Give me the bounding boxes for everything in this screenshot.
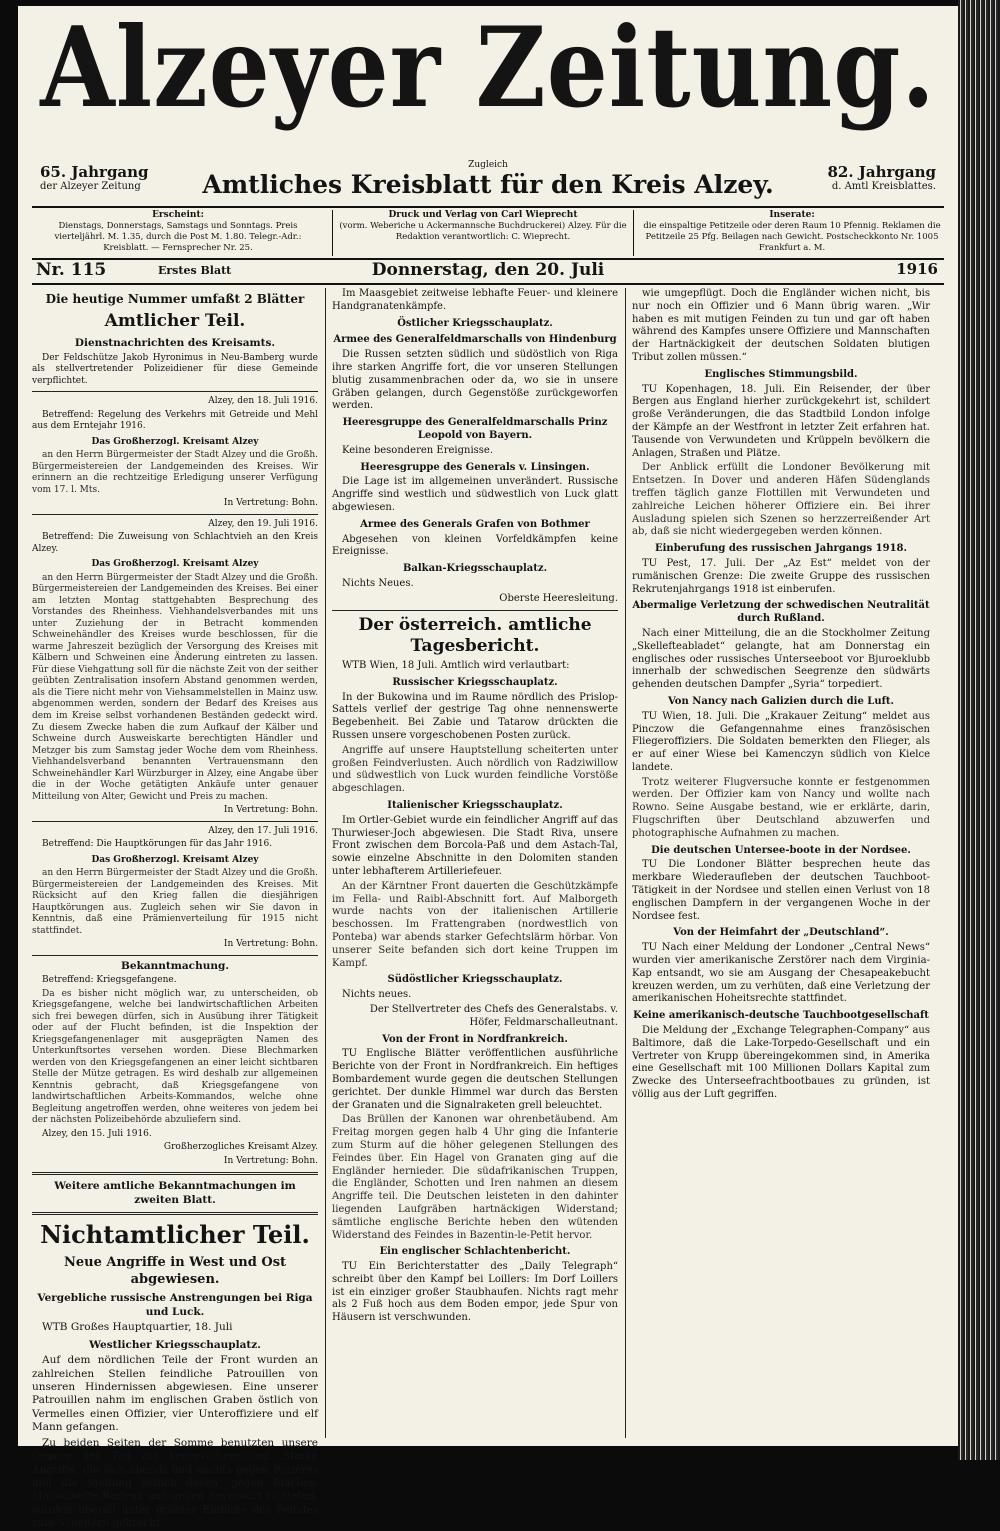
neutralitaet-text: Nach einer Mitteilung, die an die Stockholmer Zeitung „Skellefteabladet“ gelangte, hat am Donnerstag ein englisches oder russisches Unterseeboot vor Bjuroeklubb innerhalb der schwedischen Seegrenze den südwärts gehenden deutschen Dampfer „Syria“ torpediert.	[632, 627, 930, 691]
ohl-sign: Oberste Heeresleitung.	[499, 592, 618, 604]
vergebliche-heading: Vergebliche russische Anstrengungen bei Riga und Luck.	[37, 1292, 313, 1318]
divider	[32, 391, 318, 392]
kreisblatt-subtitle: Amtliches Kreisblatt für den Kreis Alzey.	[202, 170, 774, 199]
schlachtenbericht-heading: Ein englischer Schlachtenbericht.	[379, 1246, 571, 1258]
armee-bothmer-text: Abgesehen von kleinen Vorfeldkämpfen keine Ereignisse.	[332, 533, 618, 558]
schlachtenbericht-text: TU Ein Berichterstatter des „Daily Telegraph“ schreibt über den Kampf bei Loillers: Im Dorf Loillers ist ein einziger großer Staubhaufen. Nichts ragt mehr als 2 Fuß hoch aus dem Boden empor, jede Spur von Häusern ist verschwunden.	[332, 1261, 618, 1324]
neue-angriffe-heading: Neue Angriffe in West und Ost abgewiesen.	[63, 1255, 287, 1287]
oestlicher-heading: Östlicher Kriegsschauplatz.	[397, 317, 553, 329]
vertretung-2: In Vertretung: Bohn.	[223, 805, 318, 816]
dateline-4: Alzey, den 15. Juli 1916.	[42, 1128, 152, 1139]
druck-text: (vorm. Weberiche u Ackermannsche Buchdruckerei) Alzey. Für die Redaktion verantwortlich: C. Wieprecht.	[339, 221, 627, 242]
column-1	[32, 288, 318, 1530]
tauchbootgesellschaft-text: Die Meldung der „Exchange Telegraphen-Company“ aus Baltimore, daß die Lake-Torpedo-Gesellschaft und ein Vertreter von Krupp übereingekommen sind, in Amerika eine Gesellschaft mit 100 Millionen Dollars Kapital zum Zwecke des Unterseefrachtbootbaues zu gründen, ist völlig aus der Luft gegriffen.	[632, 1025, 930, 1101]
body-filler: Der Anblick erfüllt die Londoner Bevölkerung mit Entsetzen. In Dover und anderen Häfen Südenglands treffen täglich ganze Flottillen mit Verwundeten und zahlreiche Leichen höherer Offiziere ein. Bei ihrer Ausladung spielen sich Szenen so herzzerreißender Art ab, daß sie nicht wiedergegeben werden können.	[632, 462, 930, 538]
nancy-text: TU Wien, 18. Juli. Die „Krakauer Zeitung“ meldet aus Pinczow die Gefangennahme eines französischen Fliegeroffiziers. Die Soldaten bemerkten den Flieger, als er auf einer Wiese bei Kamenczyn südlich von Kielce landete.	[632, 710, 930, 773]
info-druck	[332, 210, 634, 256]
bekanntmachung-heading: Bekanntmachung.	[121, 959, 229, 972]
heeresgruppe-linsingen-text: Die Lage ist im allgemeinen unverändert. Russische Angriffe sind westlich und südwestlich von Luck glatt abgewiesen.	[332, 476, 618, 513]
suedoestlicher-heading: Südöstlicher Kriegsschauplatz.	[387, 974, 563, 986]
tauchbootgesellschaft-heading: Keine amerikanisch-deutsche Tauchbootgesellschaft	[633, 1010, 929, 1022]
divider	[32, 514, 318, 515]
year-right-label: 82. Jahrgang	[827, 163, 936, 181]
italienischer-heading: Italienischer Kriegsschauplatz.	[387, 800, 563, 811]
vertretung-1: In Vertretung: Bohn.	[223, 498, 318, 509]
vertretung-3: In Vertretung: Bohn.	[223, 939, 318, 950]
heimfahrt-text: TU Nach einer Meldung der Londoner „Central News“ wurden vier amerikanische Zerstörer nach dem Virginia-Kap entsandt, wo sie am Ausgang der Chesapeakebucht kreuzen werden, um zu verhüten, daß eine Verletzung der amerikanischen Hoheitsrechte stattfindet.	[632, 942, 930, 1005]
newspaper-page	[18, 2, 958, 1530]
unterseeboote-text: TU Die Londoner Blätter besprechen heute das merkbare Wiederaufleben der deutschen Tauchboot-Tätigkeit in der Nordsee und stellen einen Verlust von 18 englischen Dampfern in der vergangenen Woche in der Nordsee fest.	[632, 859, 930, 922]
einberufung-heading: Einberufung des russischen Jahrgangs 1918.	[655, 543, 907, 555]
wtb-wien: WTB Wien, 18 Juli. Amtlich wird verlautbart:	[342, 660, 570, 672]
armee-bothmer-heading: Armee des Generals Grafen von Bothmer	[360, 518, 590, 530]
year-right	[827, 164, 936, 192]
nancy-heading: Von Nancy nach Galizien durch die Luft.	[667, 695, 895, 707]
italienischer-text: Im Ortler-Gebiet wurde ein feindlicher Angriff auf das Thurwieser-Joch abgewiesen. Die Stadt Riva, unsere Front zwischen dem Borcola-Paß und dem Astach-Tal, sowie einzelne Abschnitte in den Dolomiten standen unter lebhafterem Artilleriefeuer.	[332, 814, 618, 877]
dienst-text: Der Feldschütze Jakob Hyronimus in Neu-Bamberg wurde als stellvertretender Polizeidiener für diese Gemeinde verpflichtet.	[32, 352, 318, 386]
body-filler: Trotz weiterer Flugversuche konnte er festgenommen werden. Der Offizier kam von Nancy und wollte nach Rowno. Seine Ausgabe bestand, wie er erklärte, darin, Flugschriften über Deutschland abzuwerfen und photographische Aufnahmen zu machen.	[632, 776, 930, 839]
year-left-label: 65. Jahrgang	[40, 163, 149, 181]
body-filler: Das Brüllen der Kanonen war ohrenbetäubend. Am Freitag morgen gegen halb 4 Uhr ging die Infanterie zum Sturm auf die höher gelegenen Stellungen des Feindes über. Ein Hagel von Granaten ging auf die Engländer hernieder. Die südafrikanischen Truppen, die Engländer, Schotten und Iren nahmen an diesem Angriffe teil. Die Deutschen leisteten in den dahinter liegenden Laufgräben hartnäckigen Widerstand; sämtliche englische Berichte heben den wütenden Widerstand des Feindes in Bazentin-le-Petit hervor.	[332, 1114, 618, 1241]
dateline-2: Alzey, den 19. Juli 1916.	[208, 518, 318, 529]
double-divider	[32, 1172, 318, 1175]
westlicher-heading: Westlicher Kriegsschauplatz.	[89, 1338, 261, 1351]
body-filler: an den Herrn Bürgermeister der Stadt Alzey und die Großh. Bürgermeistereien der Landgemeinden des Kreises. Bei einer am letzten Montag stattgehabten Besprechung des Vorstandes des Rheinhess. Viehhandelsverbandes mit uns unter Zuziehung der in Betracht kommenden Schweinehändler des Kreises wurde beschlossen, für die warme Jahreszeit bezüglich der Versorgung des Kreises mit Kälbern und Schweinen eine Änderung eintreten zu lassen. Für diese Viehgattung soll für die nächste Zeit von der seither geübten Zentralisation insofern Abstand genommen werden, als die Tiere nicht mehr von Viehsammelstellen in Mainz usw. abgenommen werden, sondern der Bedarf des Kreises aus dem im Kreise selbst vorhandenen Beständen gedeckt wird. Zu diesem Zwecke haben die zum Aufkauf der Kälber und Schweine durch Ausweiskarte berechtigten Händler und Metzger bis zum Samstag jeder Woche dem vom Rheinhess. Viehhandelsverband benannten Vertrauensmann den Schweinehändler Karl Würzburger in Alzey, eine Angabe über die in der Woche getätigten Ankäufe unter genauer Mitteilung von Alter, Gewicht und Preis zu machen.	[32, 572, 318, 802]
amtlicher-teil-heading: Amtlicher Teil.	[104, 311, 246, 332]
west-text: Auf dem nördlichen Teile der Front wurden an zahlreichen Stellen feindliche Patrouillen von unseren Hindernissen abgewiesen. Eine unserer Patrouillen nahm im englischen Graben östlich von Vermelles einen Offizier, vier Unteroffiziere und elf Mann gefangen.	[32, 1354, 318, 1434]
body-filler: An der Kärntner Front dauerten die Geschützkämpfe im Fella- und Raibl-Abschnitt fort. Auf Malborgeth wurde nachts von der italienischen Artillerie beschossen. Im Frattengraben (nordwestlich von Ponteba) war abends starker Gefechtslärm hörbar. Von unserer Seite befanden sich dort keine Truppen im Kampf.	[332, 880, 618, 969]
stimmungsbild-text: TU Kopenhagen, 18. Juli. Ein Reisender, der über Bergen aus England hierher zurückgekehrt ist, schildert große Veränderungen, die das Stadtbild London infolge der Kämpfe an der Westfront in letzter Zeit erfahren hat. Tausende von Verwundeten und Krüppeln bevölkern die Anlagen, Straßen und Plätze.	[632, 383, 930, 459]
dateline	[32, 260, 944, 282]
einberufung-text: TU Pest, 17. Juli. Der „Az Est“ meldet von der rumänischen Grenze: Die zweite Gruppe des russischen Rekrutenjahrgangs 1918 ist einberufen.	[632, 557, 930, 595]
book-page-edges	[958, 0, 1000, 1460]
vertretung-4: In Vertretung: Bohn.	[223, 1155, 318, 1166]
kreisamt-heading-3: Das Großherzogl. Kreisamt Alzey	[91, 854, 259, 865]
banner-2-blaetter: Die heutige Nummer umfaßt 2 Blätter	[45, 292, 305, 306]
issue-number: Nr. 115	[36, 260, 107, 280]
inserate-head: Inserate:	[769, 210, 815, 220]
column-rule-1	[325, 288, 326, 1438]
armee-hindenburg-heading: Armee des Generalfeldmarschalls von Hindenburg	[333, 334, 617, 346]
issue-year: 1916	[896, 260, 938, 278]
sheet-label: Erstes Blatt	[158, 264, 232, 277]
wtb-dateline: WTB Großes Hauptquartier, 18. Juli	[42, 1321, 233, 1334]
column-2	[332, 288, 618, 1438]
stellvertreter-sign: Der Stellvertreter des Chefs des Generalstabs. v. Höfer, Feldmarschalleutnant.	[369, 1003, 618, 1028]
heeresgruppe-linsingen-heading: Heeresgruppe des Generals v. Linsingen.	[360, 461, 590, 473]
col3-intro: wie umgepflügt. Doch die Engländer wichen nicht, bis nur noch ein Offizier und 6 Mann übrig waren. „Wir haben es mit mutigen Feinden zu tun und gar oft haben während des Kampfes unsere Offiziere und Mannschaften der Hartnäckigkeit der deutschen Soldaten blutigen Tribut zollen müssen.“	[632, 288, 930, 363]
dateline-1: Alzey, den 18. Juli 1916.	[208, 396, 318, 407]
stimmungsbild-heading: Englisches Stimmungsbild.	[704, 368, 858, 380]
issue-date: Donnerstag, den 20. Juli	[371, 260, 605, 280]
russischer-text: In der Bukowina und im Raume nördlich des Prislop-Sattels verlief der gestrige Tag ohne nennenswerte Begebenheit. Bei Zabie und Tatarow drückten die Russen unsere vorgeschobenen Posten zurück.	[332, 691, 618, 742]
nichtamtlicher-teil-heading: Nichtamtlicher Teil.	[40, 1220, 310, 1250]
oesterreich-heading: Der österreich. amtliche Tagesbericht.	[358, 614, 592, 657]
heeresgruppe-leopold-heading: Heeresgruppe des Generalfeldmarschalls Prinz Leopold von Bayern.	[342, 417, 608, 441]
masthead-title: Alzeyer Zeitung.	[40, 2, 936, 133]
column-rule-2	[625, 288, 626, 1438]
suedoestlicher-text: Nichts neues.	[342, 989, 412, 1001]
heimfahrt-heading: Von der Heimfahrt der „Deutschland“.	[673, 927, 889, 939]
erscheint-text: Dienstags, Donnerstags, Samstags und Sonntags. Preis vierteljährl. M. 1.35, durch die Post M. 1.80. Telegr.-Adr.: Kreisblatt. — Fernsprecher Nr. 25.	[54, 221, 302, 253]
inserate-text: die einspaltige Petitzeile oder deren Raum 10 Pfennig. Reklamen die Petitzeile 25 Pfg. Beilagen nach Gewicht. Postscheckkonto Nr. 1005 Frankfurt a. M.	[643, 221, 941, 253]
balkan-text: Nichts Neues.	[342, 577, 414, 589]
betreffend-1: Betreffend: Regelung des Verkehrs mit Getreide und Mehl aus dem Erntejahr 1916.	[32, 409, 318, 432]
weitere-heading: Weitere amtliche Bekanntmachungen im zweiten Blatt.	[54, 1180, 296, 1206]
divider	[32, 955, 318, 956]
divider	[32, 821, 318, 822]
info-inserate	[640, 210, 944, 256]
nordfrankreich-text: TU Englische Blätter veröffentlichen ausführliche Berichte von der Front in Nordfrankreich. Ein heftiges Bombardement wurde gegen die deutschen Stellungen gerichtet. Der dunkle Himmel war durch das Bersten der Granaten und die Signalraketen grell beleuchtet.	[332, 1048, 618, 1111]
body-filler: an den Herrn Bürgermeister der Stadt Alzey und die Großh. Bürgermeistereien der Landgemeinden des Kreises. Wir erinnern an die rechtzeitige Erledigung unserer Verfügung vom 17. l. Mts.	[32, 450, 318, 495]
betreffend-4: Betreffend: Kriegsgefangene.	[42, 975, 177, 986]
column-3	[632, 288, 930, 1438]
druck-head: Druck und Verlag von Carl Wieprecht	[388, 210, 578, 220]
dateline-3: Alzey, den 17. Juli 1916.	[208, 825, 318, 836]
info-erscheint	[32, 210, 324, 256]
date-rule	[32, 283, 944, 285]
body-filler: an den Herrn Bürgermeister der Stadt Alzey und die Großh. Bürgermeistereien der Landgemeinden des Kreises. Mit Rücksicht auf den Krieg fallen die diesjährigen Hauptkörungen aus. Zugleich sehen wir Sie davon in Kenntnis, daß eine Prämienverteilung für 1915 nicht stattfindet.	[32, 868, 318, 936]
neutralitaet-heading: Abermalige Verletzung der schwedischen Neutralität durch Rußland.	[632, 600, 930, 625]
erscheint-head: Erscheint:	[152, 210, 204, 220]
betreffend-3: Betreffend: Die Hauptkörungen für das Jahr 1916.	[42, 839, 273, 850]
armee-hindenburg-text: Die Russen setzten südlich und südöstlich von Riga ihre starken Angriffe fort, die vor unseren Stellungen blutig zusammenbrachen oder da, wo sie in unsere Gräben gelangen, durch Gegenstöße zurückgeworfen werden.	[332, 349, 618, 412]
body-filler: Angriffe auf unsere Hauptstellung scheiterten unter großen Feindverlusten. Auch nördlich von Radziwillow und südwestlich von Luck wurden feindliche Vorstöße abgeschlagen.	[332, 744, 618, 795]
year-left-sub: der Alzeyer Zeitung	[40, 180, 141, 192]
russischer-heading: Russischer Kriegsschauplatz.	[392, 676, 558, 688]
betreffend-2: Betreffend: Die Zuweisung von Schlachtvieh an den Kreis Alzey.	[32, 532, 318, 554]
double-divider	[32, 1212, 318, 1215]
maas-text: Im Maasgebiet zeitweise lebhafte Feuer- und kleinere Handgranatenkämpfe.	[332, 288, 618, 312]
year-right-sub: d. Amtl Kreisblattes.	[831, 180, 936, 192]
heeresgruppe-leopold-text: Keine besonderen Ereignisse.	[342, 444, 494, 456]
info-row	[32, 210, 944, 256]
body-filler: Da es bisher nicht möglich war, zu unterscheiden, ob Kriegsgefangene, welche bei landwirtschaftlichen Arbeiten sich frei bewegen dürfen, sich in Ausübung ihrer Tätigkeit oder auf der Flucht befinden, ist die Inspektion der Kriegsgefangenenlager mit ausgeprägten Namen des Unterkunftsortes versehen worden. Diese Blechmarken werden von den Kriegsgefangenen an einer leicht sichtbaren Stelle der Mütze getragen. Es wird deshalb zur allgemeinen Kenntnis gebracht, daß Kriegsgefangene von landwirtschaftlichen Arbeits-Kommandos, welche ohne Begleitung angetroffen werden, ohne weiteres von jedem bei der nächsten Polizeibehörde abzuliefern sind.	[32, 988, 318, 1126]
divider	[332, 610, 618, 611]
zugleich-label: Zugleich	[468, 160, 508, 170]
balkan-heading: Balkan-Kriegsschauplatz.	[402, 563, 548, 575]
kreisamt-heading-1: Das Großherzogl. Kreisamt Alzey	[91, 436, 259, 447]
nordfrankreich-heading: Von der Front in Nordfrankreich.	[382, 1033, 568, 1045]
unterseeboote-heading: Die deutschen Untersee-boote in der Nordsee.	[651, 844, 911, 856]
kreisamt-heading-2: Das Großherzogl. Kreisamt Alzey	[91, 559, 259, 570]
dienstnachrichten-heading: Dienstnachrichten des Kreisamts.	[74, 337, 276, 350]
somme-text: Zu beiden Seiten der Somme benutzten unsere Gegner den Tag zur Feuervorbereitung. Starke Angriffe, die sich abends und nachts gegen Pozières und die Stellung östlich davon, gegen Biaches-Maisonnette-Barleux und gegen Soyecourt richteten, wurden überall unter größter Einbuße des Feindes zum Scheitern gebracht.	[32, 1436, 318, 1530]
kreisamt-sign: Großherzogliches Kreisamt Alzey.	[163, 1142, 318, 1153]
top-rule	[32, 206, 944, 208]
